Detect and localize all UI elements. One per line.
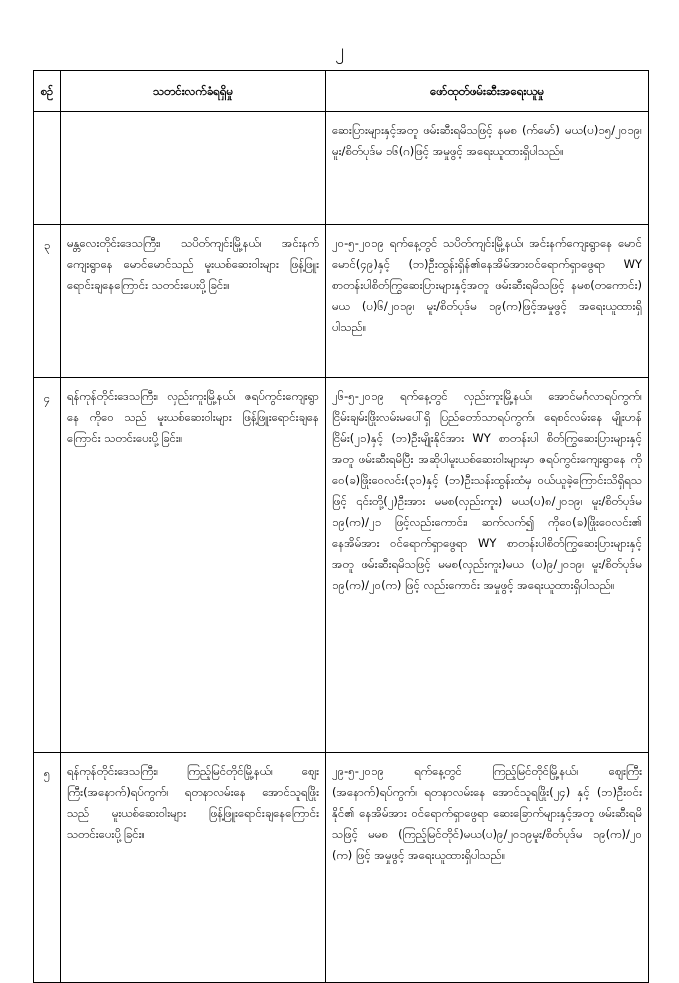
table-row <box>34 225 649 378</box>
row-info-received: ရန်ကုန်တိုင်းဒေသကြီး၊ ကြည့်မြင်တိုင်မြို့နယ်၊ ဈေးကြီး(အနောက်)ရပ်ကွက်၊ ရတနာလမ်းနေ အောင်သူရဖြိုး သည် မူးယစ်ဆေးဝါးများ ဖြန့်ဖြူးရောင်းချနေကြောင်း သတင်းပေးပို့ခြင်း။ <box>61 753 326 983</box>
row-info-received: မန္တလေးတိုင်းဒေသကြီး၊ သပိတ်ကျင်းမြို့နယ်၊ အင်းနက်ကျေးရွာနေ မောင်မောင်သည် မူးယစ်ဆေးဝါးများ ဖြန့်ဖြူးရောင်းချနေကြောင်း သတင်းပေးပို့ခြင်း။ <box>61 225 326 378</box>
table-row <box>34 112 649 225</box>
report-table <box>33 70 649 983</box>
row-action-taken: ၂၆-၅-၂၀၁၉ ရက်နေ့တွင် လှည်းကူးမြို့နယ်၊ အောင်မင်္ဂလာရပ်ကွက်၊ ငြိမ်းချမ်းဖြိုးလမ်းမပေါ်ရှိ ပြည်တော်သာရပ်ကွက်၊ ရေစင်လမ်းနေ မျိုးဟန်ငြိမ်း(၂၁)နှင့် (ဘ)ဦးမျိုးနိုင်အား WY စာတန်းပါ စိတ်ကြွဆေးပြားများနှင့်အတူ ဖမ်းဆီးရမိပြီး အဆိုပါမူးယစ်ဆေးဝါးများမှာ ဇရပ်ကွင်းကျေးရွာနေ ကိုဝေ(ခ)ဖြိုးဝေလင်း(၃၁)နှင့် (ဘ)ဦးသန်းထွန်းထံမှ ဝယ်ယူခဲ့ကြောင်းသိရှိရသဖြင့် ၎င်းတို့(၂)ဦးအား မမစ(လှည်းကူး) မယ(ပ)၈/၂၀၁၉၊ မူး/စိတ်ပုဒ်မ ၁၉(က)/၂၁ ဖြင့်လည်းကောင်း၊ ဆက်လက်၍ ကိုဝေ(ခ)ဖြိုးဝေလင်း၏ နေအိမ်အား ဝင်ရောက်ရှာဖွေရာ WY စာတန်းပါစိတ်ကြွဆေးပြားများနှင့်အတူ ဖမ်းဆီးရမိသဖြင့် မမစ(လှည်းကူး)မယ (ပ)၉/၂၀၁၉၊ မူး/စိတ်ပုဒ်မ ၁၉(က)/၂၀(က) ဖြင့် လည်းကောင်း အမှုဖွင့် အရေးယူထားရှိပါသည်။ <box>326 378 649 753</box>
row-action-taken: ၂၉-၅-၂၀၁၉ ရက်နေ့တွင် ကြည့်မြင်တိုင်မြို့နယ်၊ ဈေးကြီး (အနောက်)ရပ်ကွက်၊ ရတနာလမ်းနေ အောင်သူရဖြိုး(၂၄) နှင့် (ဘ)ဦးဝင်းနိုင်၏ နေအိမ်အား ဝင်ရောက်ရှာဖွေရာ ဆေးခြောက်များနှင့်အတူ ဖမ်းဆီးရမိသဖြင့် မမစ (ကြည့်မြင်တိုင်)မယ(ပ)၉/၂၀၁၉မူး/စိတ်ပုဒ်မ ၁၉(က)/၂၀ (က) ဖြင့် အမှုဖွင့် အရေးယူထားရှိပါသည်။ <box>326 753 649 983</box>
row-serial: ၃ <box>34 225 61 378</box>
row-action-taken: ၂၀-၅-၂၀၁၉ ရက်နေ့တွင် သပိတ်ကျင်းမြို့နယ်၊ အင်းနက်ကျေးရွာနေ မောင်မောင်(၄၉)နှင့် (ဘ)ဦးထွန်းရှိန်၏နေအိမ်အားဝင်ရောက်ရှာဖွေရာ WY စာတန်းပါစိတ်ကြွဆေးပြားများနှင့်အတူ ဖမ်းဆီးရမိသဖြင့် နမစ(တကောင်း) မယ (ပ)၆/၂၀၁၉၊ မူး/စိတ်ပုဒ်မ ၁၉(က)ဖြင့်အမှုဖွင့် အရေးယူထားရှိပါသည်။ <box>326 225 649 378</box>
header-action-taken: ဖော်ထုတ်ဖမ်းဆီးအရေးယူမှု <box>326 71 649 112</box>
table-row <box>34 378 649 753</box>
row-info-received: ရန်ကုန်တိုင်းဒေသကြီး၊ လှည်းကူးမြို့နယ်၊ ဇရပ်ကွင်းကျေးရွာနေ ကိုဝေ သည် မူးယစ်ဆေးဝါးများ ဖြန့်ဖြူးရောင်းချနေကြောင်း သတင်းပေးပို့ခြင်း။ <box>61 378 326 753</box>
header-serial: စဉ် <box>34 71 61 112</box>
row-info-received <box>61 112 326 225</box>
row-serial <box>34 112 61 225</box>
table-row <box>34 753 649 983</box>
row-action-taken: ဆေးပြားများနှင့်အတူ ဖမ်းဆီးရမိသဖြင့် နမစ (က်မော်) မယ(ပ)၁၅/၂၀၁၉၊ မူး/စိတ်ပုဒ်မ ၁၆(ဂ)ဖြင့် အမှုဖွင့် အရေးယူထားရှိပါသည်။ <box>326 112 649 225</box>
row-serial: ၅ <box>34 753 61 983</box>
header-info-received: သတင်းလက်ခံရရှိမှု <box>61 71 326 112</box>
table-header-row <box>34 71 649 112</box>
row-serial: ၄ <box>34 378 61 753</box>
page-number: ၂ <box>335 40 344 61</box>
